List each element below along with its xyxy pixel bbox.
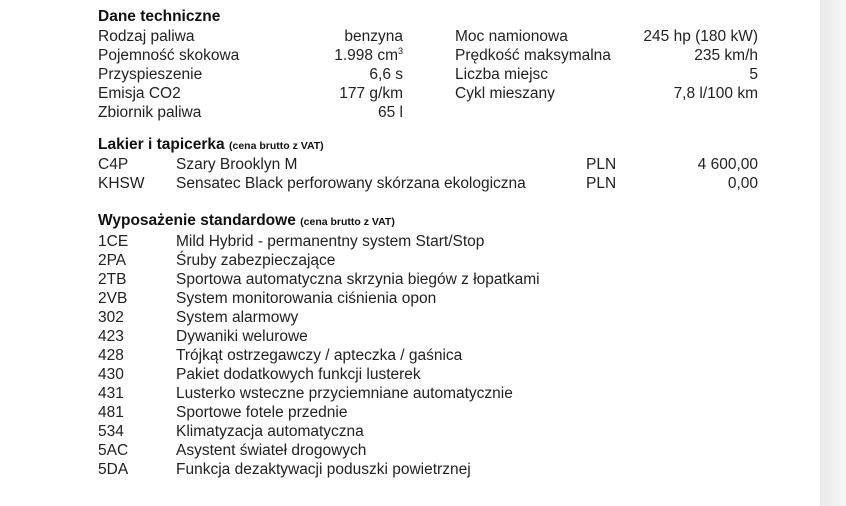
paint-desc: Szary Brooklyn M	[176, 156, 298, 173]
equipment-heading	[98, 212, 395, 230]
tech-value-sup: 3	[397, 45, 403, 56]
tech-label: Liczba miejsc	[455, 66, 549, 83]
equipment-code: 5AC	[98, 442, 129, 459]
page-edge	[820, 0, 846, 506]
paint-heading-note: (cena brutto z VAT)	[228, 140, 324, 152]
paint-heading-text: Lakier i tapicerka	[98, 136, 225, 153]
equipment-desc: System monitorowania ciśnienia opon	[176, 290, 437, 307]
tech-label: Emisja CO2	[98, 85, 181, 102]
tech-value: 235 km/h	[694, 47, 758, 64]
equipment-code: 428	[98, 347, 124, 364]
equipment-code: 481	[98, 404, 124, 421]
tech-value	[260, 46, 403, 65]
equipment-code: 302	[98, 309, 124, 326]
equipment-code: 2VB	[98, 290, 128, 307]
paint-code: KHSW	[98, 175, 145, 192]
paint-desc: Sensatec Black perforowany skórzana ekologiczna	[176, 175, 526, 192]
tech-value: 65 l	[378, 104, 403, 121]
tech-label: Rodzaj paliwa	[98, 28, 195, 45]
equipment-code: 2PA	[98, 252, 127, 269]
equipment-desc: Lusterko wsteczne przyciemniane automatycznie	[176, 385, 513, 402]
equipment-desc: Asystent świateł drogowych	[176, 442, 367, 459]
equipment-heading-note: (cena brutto z VAT)	[300, 216, 395, 228]
paint-currency: PLN	[586, 175, 617, 192]
equipment-code: 430	[98, 366, 124, 383]
equipment-code: 534	[98, 423, 124, 440]
tech-value: 245 hp (180 kW)	[643, 28, 758, 45]
equipment-desc: Sportowa automatyczna skrzynia biegów z łopatkami	[176, 271, 540, 288]
equipment-desc: Trójkąt ostrzegawczy / apteczka / gaśnica	[176, 347, 463, 364]
equipment-desc: Śruby zabezpieczające	[176, 252, 336, 269]
paint-heading	[98, 136, 324, 154]
equipment-heading-text: Wyposażenie standardowe	[98, 212, 296, 229]
equipment-code: 423	[98, 328, 124, 345]
tech-heading: Dane techniczne	[98, 8, 221, 25]
tech-value: 177 g/km	[339, 85, 403, 102]
equipment-code: 1CE	[98, 233, 129, 250]
equipment-desc: Klimatyzacja automatyczna	[176, 423, 364, 440]
tech-label: Przyspieszenie	[98, 66, 203, 83]
equipment-code: 5DA	[98, 461, 129, 478]
tech-label: Pojemność skokowa	[98, 47, 240, 64]
equipment-desc: System alarmowy	[176, 309, 299, 326]
equipment-desc: Sportowe fotele przednie	[176, 404, 348, 421]
equipment-code: 2TB	[98, 271, 127, 288]
equipment-desc: Dywaniki welurowe	[176, 328, 308, 345]
equipment-code: 431	[98, 385, 124, 402]
paint-price: 4 600,00	[697, 156, 758, 173]
tech-value: benzyna	[344, 28, 403, 45]
tech-label: Zbiornik paliwa	[98, 104, 202, 121]
tech-label: Cykl mieszany	[455, 85, 555, 102]
tech-value: 6,6 s	[369, 66, 403, 83]
equipment-desc: Funkcja dezaktywacji poduszki powietrznej	[176, 461, 471, 478]
tech-value-text: 1.998 cm	[334, 47, 398, 64]
tech-value: 7,8 l/100 km	[673, 85, 758, 102]
tech-label: Prędkość maksymalna	[455, 47, 611, 64]
tech-value: 5	[749, 66, 758, 83]
equipment-desc: Pakiet dodatkowych funkcji lusterek	[176, 366, 421, 383]
paint-currency: PLN	[586, 156, 617, 173]
paint-price: 0,00	[727, 175, 758, 192]
paint-code: C4P	[98, 156, 129, 173]
equipment-desc: Mild Hybrid - permanentny system Start/Stop	[176, 233, 485, 250]
tech-label: Moc namionowa	[455, 28, 568, 45]
